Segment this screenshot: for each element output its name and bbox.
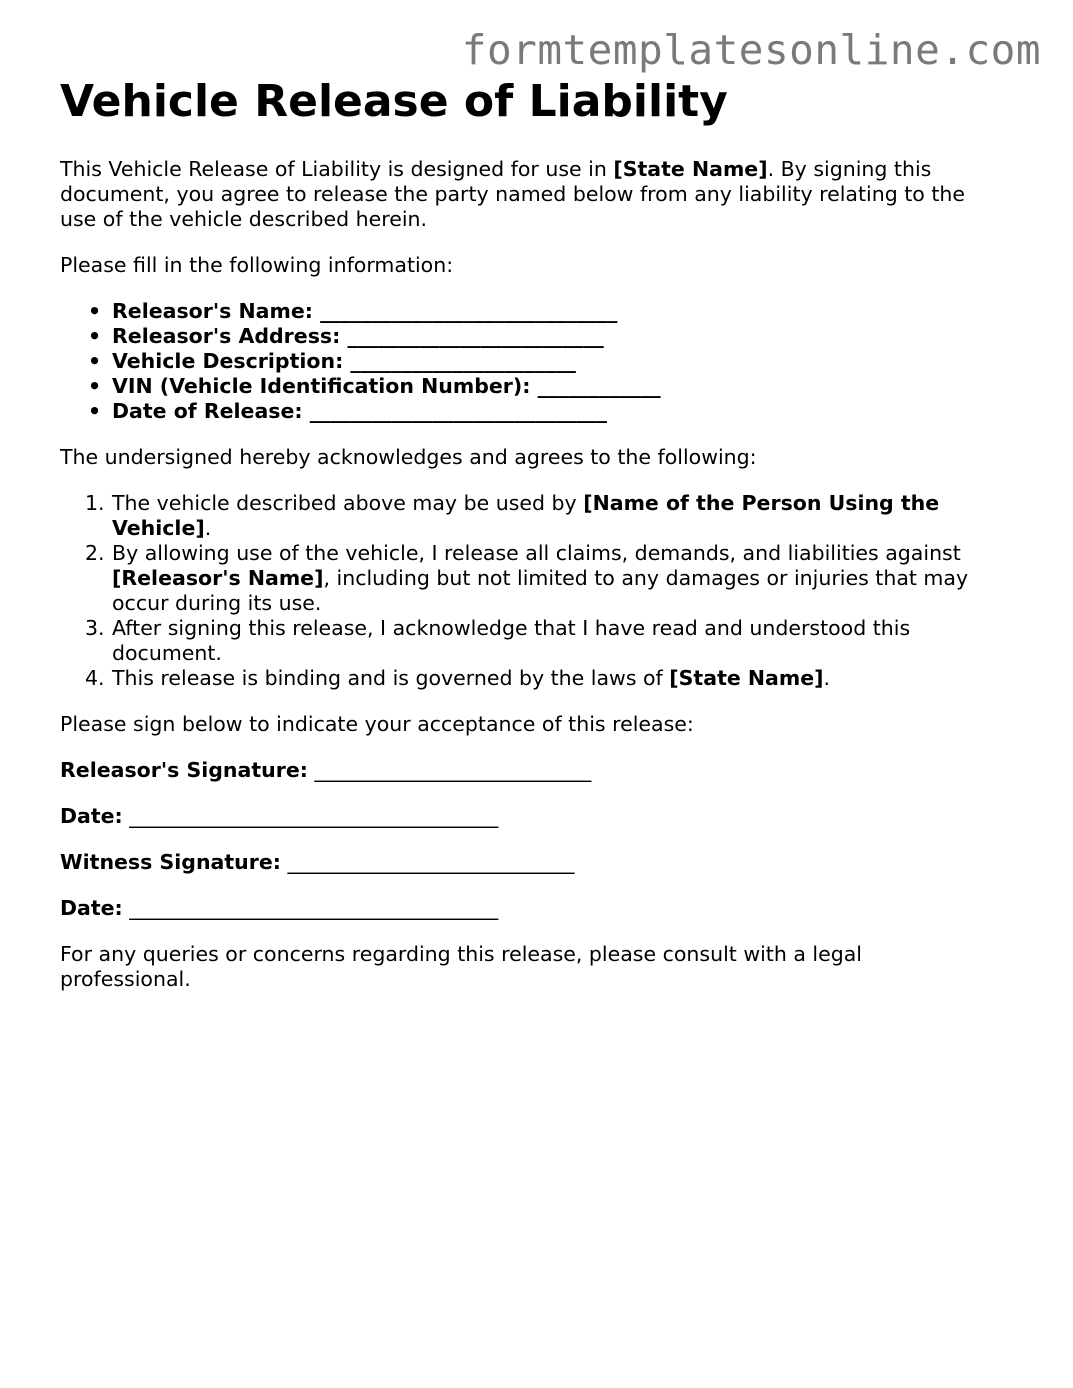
- field-date-of-release: [112, 399, 1010, 424]
- intro-state-placeholder: [State Name]: [613, 157, 768, 181]
- terms-list: [60, 491, 1012, 691]
- fill-instructions: Please fill in the following information:: [60, 253, 454, 277]
- signature-label: Witness Signature:: [60, 850, 281, 874]
- releasor-date-line: [60, 804, 1010, 829]
- signature-blank-line[interactable]: ____________________________: [287, 850, 575, 874]
- term-number: 3.: [85, 616, 105, 640]
- witness-date-line: [60, 896, 1010, 921]
- field-label: Releasor's Address:: [112, 324, 341, 348]
- signature-label: Releasor's Signature:: [60, 758, 308, 782]
- term-text: By allowing use of the vehicle, I release all claims, demands, and liabilities against: [112, 541, 961, 565]
- releasor-signature-line: [60, 758, 1010, 783]
- page-title: Vehicle Release of Liability: [60, 76, 728, 127]
- term-number: 2.: [85, 541, 105, 565]
- term-item: [85, 616, 1012, 666]
- field-blank-line[interactable]: _________________________: [347, 324, 604, 348]
- field-label: Vehicle Description:: [112, 349, 344, 373]
- signature-blank-line[interactable]: ___________________________: [314, 758, 592, 782]
- field-blank-line[interactable]: ____________: [537, 374, 661, 398]
- date-label: Date:: [60, 896, 123, 920]
- term-text: After signing this release, I acknowledge that I have read and understood this document.: [112, 616, 911, 665]
- field-blank-line[interactable]: _____________________________: [309, 399, 607, 423]
- term-item: [85, 666, 1012, 691]
- term-text: The vehicle described above may be used by: [112, 491, 584, 515]
- term-placeholder: [State Name]: [669, 666, 824, 690]
- term-text-after: , including but not limited to any damages or injuries that may occur during its use.: [112, 566, 969, 615]
- intro-text-after: . By signing this document, you agree to release the party named below from any liability relating to the use of the vehicle described herein.: [60, 157, 965, 231]
- field-releasor-name: [112, 299, 1010, 324]
- field-vin: [112, 374, 1010, 399]
- field-label: Date of Release:: [112, 399, 303, 423]
- sign-instructions: Please sign below to indicate your acceptance of this release:: [60, 712, 694, 736]
- field-blank-line[interactable]: _____________________________: [320, 299, 618, 323]
- term-text-after: .: [204, 516, 212, 540]
- field-releasor-address: [112, 324, 1010, 349]
- field-blank-line[interactable]: ______________________: [350, 349, 576, 373]
- document-page: [60, 76, 1010, 992]
- info-field-list: [60, 299, 1010, 424]
- intro-text-before: This Vehicle Release of Liability is designed for use in: [60, 157, 614, 181]
- date-blank-line[interactable]: ____________________________________: [129, 804, 499, 828]
- term-text: This release is binding and is governed by the laws of: [112, 666, 670, 690]
- term-placeholder: [Releasor's Name]: [112, 566, 324, 590]
- date-blank-line[interactable]: ____________________________________: [129, 896, 499, 920]
- term-item: [85, 541, 1012, 616]
- intro-paragraph: [60, 157, 1000, 232]
- date-label: Date:: [60, 804, 123, 828]
- closing-paragraph: For any queries or concerns regarding this release, please consult with a legal professional.: [60, 942, 862, 991]
- term-number: 4.: [85, 666, 105, 690]
- acknowledgement-intro: The undersigned hereby acknowledges and agrees to the following:: [60, 445, 757, 469]
- term-number: 1.: [85, 491, 105, 515]
- witness-signature-line: [60, 850, 1010, 875]
- watermark: formtemplatesonline.com: [461, 26, 1041, 74]
- term-item: [85, 491, 1012, 541]
- term-text-after: .: [823, 666, 831, 690]
- field-vehicle-description: [112, 349, 1010, 374]
- term-placeholder: [Name of the Person Using the Vehicle]: [112, 491, 940, 540]
- field-label: Releasor's Name:: [112, 299, 313, 323]
- field-label: VIN (Vehicle Identification Number):: [112, 374, 531, 398]
